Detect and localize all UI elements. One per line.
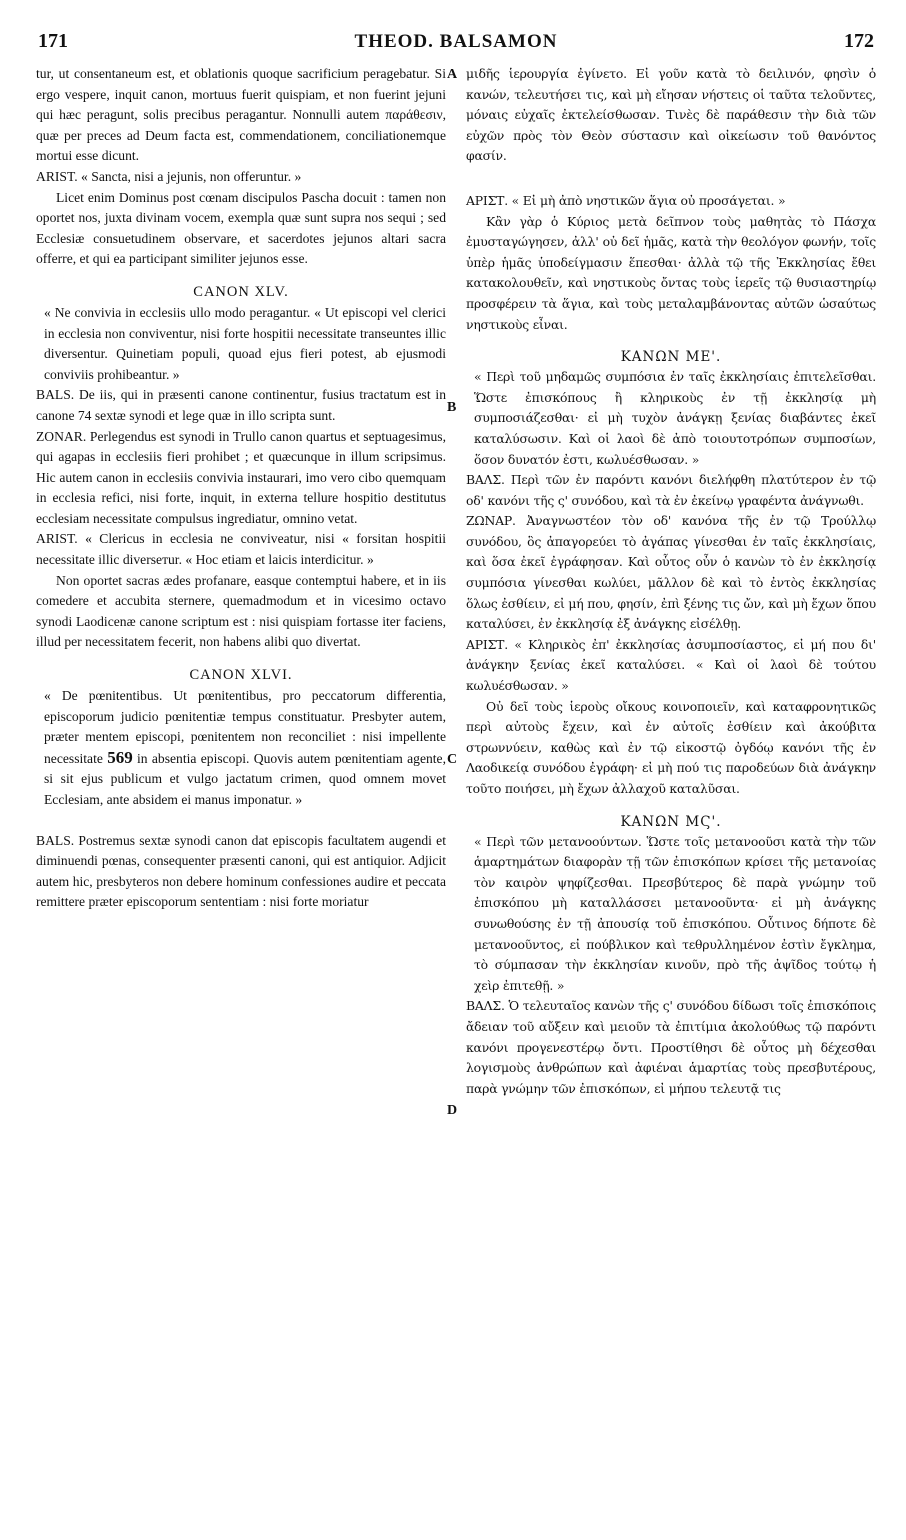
running-title: THEOD. BALSAMON [354, 31, 558, 52]
canon-46-text-part-1: « De pœnitentibus. Ut pœnitentibus, pro peccatorum differentia, episcoporum judicio pœnitentiæ tempus constituatur. Presbyter autem, præter mentem episcopi, pœnitentem non reconciliet : nisi impellente necessitate [44, 688, 446, 766]
greek-column [466, 64, 876, 1099]
canon-45-text-greek: « Περὶ τοῦ μηδαμῶς συμπόσια ἐν ταῖς ἐκκλησίαις ἐπιτελεῖσθαι. Ὥστε ἐπισκόπους ἢ κληρικοὺς ἐν τῇ ἐκκλησίᾳ μὴ συμποσιάζεσθαι· εἰ μὴ τυχὸν ἀνάγκῃ ξενίας διαβάντες ἐκεῖ καταλύσωσιν. Καὶ οἱ λαοὶ δὲ ἀπὸ τοιουτοτρόπων συμποσίων, ὅσον δυνατόν ἐστι, κωλυέσθωσαν. » [474, 369, 876, 467]
zonar-commentary-greek: ΖΩΝΑΡ. Ἀναγνωστέον τὸν οδ' κανόνα τῆς ἐν τῷ Τρούλλῳ συνόδου, ὃς ἀπαγορεύει τὸ ἀγάπας γίνεσθαι ἐν ταῖς ἐκκλησίαις, καὶ ὅσα ἐκεῖ ἐγράφησαν. Καὶ οὗτος οὖν ὁ κανὼν τὸ ἐν ἐκκλησίᾳ συμπόσια γίνεσθαι κωλύει, μᾶλλον δὲ καὶ τὸ ἐντὸς ἐκκλησίας ὅλως ἐσθίειν, εἰ μή που, φησίν, ἐπὶ ξένης τις ὤν, καὶ μὴ ἔχων ὅπου καταλύσει, ἐν ἐκκλησίᾳ ἐξ ἀνάγκης εἰσέλθῃ. [466, 513, 876, 632]
greek-paragraph: Οὐ δεῖ τοὺς ἱεροὺς οἴκους κοινοποιεῖν, καὶ καταφρονητικῶς περὶ αὐτοὺς ἔχειν, καὶ ἐν αὐτοῖς ἐσθίειν καὶ ἀκούβιτα στρωννύειν, καθὼς καὶ ἐν τῷ εἰκοστῷ ὀγδόῳ κανόνι τῆς ἐν Λαοδικείᾳ συνόδου ἐγράφη· εἰ μὴ πού τις παροδεύων διὰ ἀνάγκην τοῦτο ποιήσει, μὴ ἔχων ἀλλαχοῦ καταλῦσαι. [466, 698, 876, 796]
canon-45-heading-greek: ΚΑΝΩΝ ΜΕ'. [620, 349, 722, 366]
page-number-right: 172 [844, 30, 874, 52]
margin-letter-c: C [447, 752, 458, 767]
arist-commentary-latin: ARIST. « Clericus in ecclesia ne conviveatur, nisi « forsitan hospitii necessitate illic diverseтur. « Hoc etiam et laicis interdicitur. » [36, 531, 446, 568]
margin-letter-b: B [447, 400, 457, 415]
canon-46-heading-greek: ΚΑΝΩΝ ΜϚ'. [620, 813, 722, 830]
bals-commentary-greek-2: ΒΑΛΣ. Ὁ τελευταῖος κανὼν τῆς ς' συνόδου δίδωσι τοῖς ἐπισκόποις ἄδειαν τοῦ αὔξειν καὶ μειοῦν τὰ ἐπιτίμια ἀκολούθως τῷ παρόντι κανόνι προγενεστέρῳ ὄντι. Προστίθησι δὲ οὗτος μὴ δέχεσθαι λογισμοὺς ἀνθρώπων καὶ ἀφιέναι ἁμαρτίας τοὺς πρεσβυτέρους, παρὰ γνώμην τῶν ἐπισκόπων, εἰ μήπου τελευτᾷ τις [466, 998, 876, 1096]
canon-46-heading-latin: CANON XLVI. [189, 667, 293, 684]
bals-commentary-latin: BALS. De iis, qui in præsenti canone continentur, fusius tractatum est in canone 74 sextæ synodi et lege quæ in illo scripta sunt. [36, 387, 446, 423]
spacer [466, 167, 876, 191]
latin-paragraph: tur, ut consentaneum est, et oblationis quoque sacrificium peragebatur. Si ergo vespere, inquit canon, mortuus fuerit quispiam, et non fuerint jejuni qui hæc peragunt, solis precibus peragantur. Nonnulli autem παράθεσιν, quæ per preces ad Deum facta est, commendationem, conciliationemque mortui esse dicunt. [36, 66, 446, 164]
zonar-commentary-latin: ZONAR. Perlegendus est synodi in Trullo canon quartus et septuagesimus, qui agapas in ecclesiis fieri prohibet ; et quæcunque in illum scripsimus. Hic autem canon in ecclesiis convivia instaurari, imo vero cibo quemquam in ecclesia refici, nisi forte, inquit, in externa tellure hospitio destitutus ecclesiam necessitate compulsus ingrediatur, omnino vetat. [36, 428, 446, 526]
canon-45-text-latin: « Ne convivia in ecclesiis ullo modo peragantur. « Ut episcopi vel clerici in ecclesia non conviventur, nisi forte hospitii necessitate transeuntes illic diversentur. Quinetiam populi, quoad ejus fieri potest, ab ejusmodi conviviis prohibeantur. » [44, 304, 446, 382]
canon-46-text-part-2: in absentia episcopi. Quovis autem pœnitentiam agente, si sit ejus publicum et vulgo jactatum crimen, quod omnem movet Ecclesiam, ante absidem ei manus imponatur. » [44, 750, 446, 807]
latin-column [36, 64, 446, 913]
greek-arist-heading: ΑΡΙΣΤ. « Εἰ μὴ ἀπὸ νηστικῶν ἅγια οὐ προσάγεται. » [466, 192, 786, 208]
greek-paragraph: μιδῆς ἱερουργία ἐγίνετο. Εἰ γοῦν κατὰ τὸ δειλινόν, φησὶν ὁ κανών, τελευτήσει τις, καὶ μὴ εἴησαν νήστεις οἱ ταῦτα τελοῦντες, μόναις εὐχαῖς ἐκτελείσθωσαν. Τινὲς δὲ παράθεσιν τὴν διὰ τῶν εὐχῶν πρὸς τὸν Θεὸν σύστασιν καὶ οἰκείωσιν τοῦ θανόντος φασίν. [466, 66, 876, 164]
margin-letter-a: A [447, 67, 458, 82]
margin-letter-d: D [447, 1103, 458, 1118]
canon-45-heading-latin: CANON XLV. [193, 283, 289, 300]
greek-paragraph: Κἂν γὰρ ὁ Κύριος μετὰ δεῖπνον τοὺς μαθητὰς τὸ Πάσχα ἐμυσταγώγησεν, ἀλλ' οὐ δεῖ ἡμᾶς, κατὰ τὴν θεολόγον φωνήν, τοῖς ὑπὲρ ἡμᾶς ὑποδείγμασιν ἕπεσθαι· ἀλλὰ τῷ τῆς Ἐκκλησίας ἔθει κατακολουθεῖν, καὶ νηστικοὺς ὄντας τοὺς ἱερεῖς τῷ θυσιαστηρίῳ προσφέρειν τὰ ἅγια, καὶ τοὺς μεταλαμβάνοντας αὐτῶν ὡσαύτως νηστικοὺς εἶναι. [466, 213, 876, 332]
arist-commentary-greek: ΑΡΙΣΤ. « Κληρικὸς ἐπ' ἐκκλησίας ἀσυμποσίαστος, εἰ μή που δι' ἀνάγκην ξενίας ἐκεῖ καταλύσει. « Καὶ οἱ λαοὶ δὲ τούτου κωλυέσθωσαν. » [466, 636, 876, 694]
margin-page-number: 569 [107, 747, 133, 767]
latin-paragraph: Non oportet sacras ædes profanare, easque contemptui habere, et in iis comedere et accubita sternere, quemadmodum et in vicesimo octavo synodi Laodicenæ canone scriptum est : nisi quispiam fortasse iter faciens, illud per necessitatem fecerit, non habens alibi quo divertat. [36, 572, 446, 650]
page-number-left: 171 [38, 30, 68, 52]
latin-arist-heading: ARIST. « Sancta, nisi a jejunis, non offeruntur. » [36, 168, 302, 184]
page-header [38, 30, 874, 58]
bals-commentary-greek: ΒΑΛΣ. Περὶ τῶν ἐν παρόντι κανόνι διελήφθη πλατύτερον ἐν τῷ οδ' κανόνι τῆς ς' συνόδου, καὶ τὰ ἐν ἐκείνῳ γραφέντα ἀνάγνωθι. [466, 472, 876, 508]
canon-46-text-greek: « Περὶ τῶν μετανοούντων. Ὥστε τοῖς μετανοοῦσι κατὰ τὴν τῶν ἁμαρτημάτων διαφορὰν τῇ τῶν ἐπισκόπων κρίσει τῆς μετανοίας τὸν καιρὸν ψηφίζεσθαι. Πρεσβύτερος δὲ παρὰ γνώμην τοῦ ἐπισκόπου μὴ καταλλάσσει μετανοοῦντα· εἰ μὴ ἀνάγκης συνωθούσης ἐν τῇ ἀπουσίᾳ τοῦ ἐπισκόπου. Οὗτινος δήποτε δὲ μετανοοῦντος, εἰ πούβλικον καὶ τεθρυλλημένον ἐστὶν ἔγκλημα, τὸ σύμπασαν τὴν ἐκκλησίαν κινοῦν, πρὸ τῆς ἀψῖδος τούτῳ ἡ χεὶρ ἐπιτεθῇ. » [474, 833, 876, 993]
bals-commentary-latin-2: BALS. Postremus sextæ synodi canon dat episcopis facultatem augendi et diminuendi pœnas, consequenter præsenti canoni, qui est antiquior. Adjicit autem hic, presbyteros non debere hominum confessiones audire et peccata remittere præter episcoporum sententiam : nisi forte moriatur [36, 832, 446, 910]
spacer [36, 811, 446, 831]
latin-paragraph: Licet enim Dominus post cœnam discipulos Pascha docuit : tamen non oportet nos, juxta divinam vocem, exempla quæ sunt supra nos sequi ; sed Ecclesiæ consuetudinem observare, et sacerdotes jejunos altari sacra offerre, et qui ea participant similiter jejunos esse. [36, 189, 446, 267]
canon-46-text-latin [36, 686, 446, 811]
